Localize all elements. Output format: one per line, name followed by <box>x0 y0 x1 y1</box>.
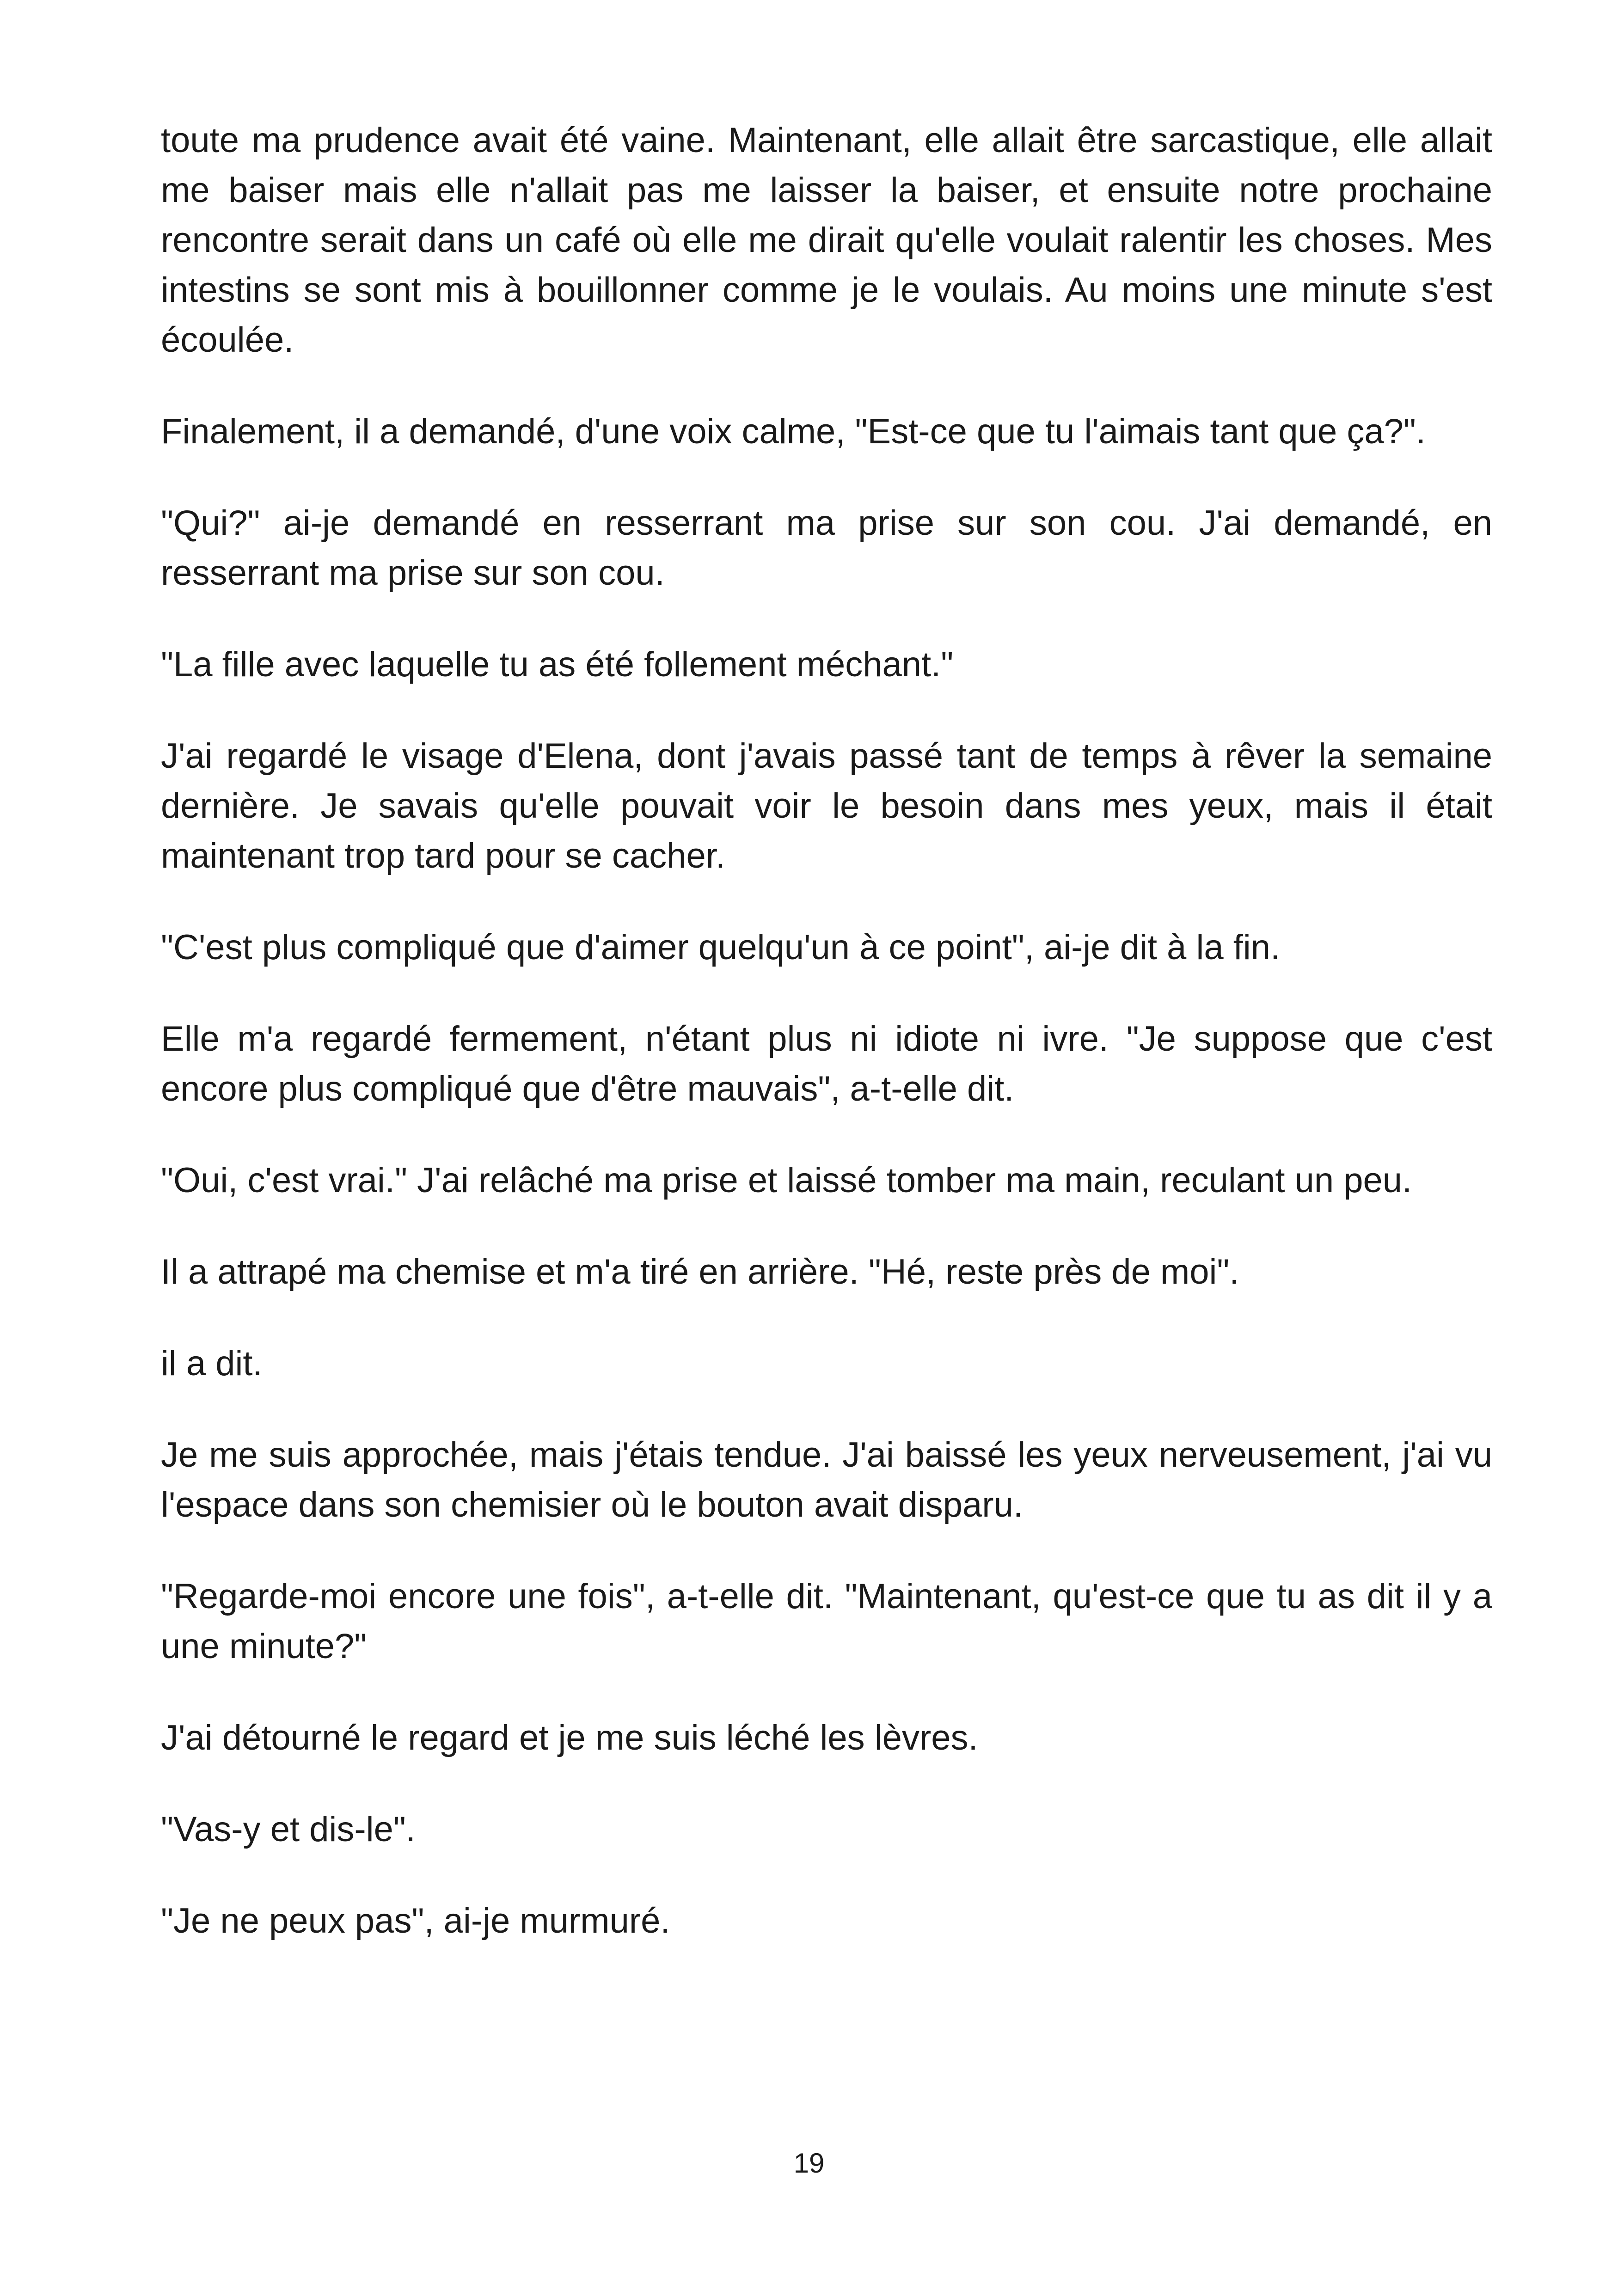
paragraph: J'ai regardé le visage d'Elena, dont j'avais passé tant de temps à rêver la semaine dernière. Je savais qu'elle pouvait voir le besoin dans mes yeux, mais il était maintenant trop tard pour se cacher. <box>161 736 1492 876</box>
paragraph: "La fille avec laquelle tu as été follement méchant." <box>161 645 954 684</box>
paragraph: Elle m'a regardé fermement, n'étant plus ni idiote ni ivre. "Je suppose que c'est encore plus compliqué que d'être mauvais", a-t-elle dit. <box>161 1019 1492 1108</box>
body-text <box>161 116 1492 1988</box>
paragraph: "Regarde-moi encore une fois", a-t-elle dit. "Maintenant, qu'est-ce que tu as dit il y a une minute?" <box>161 1577 1492 1666</box>
page-number: 19 <box>793 2148 825 2179</box>
paragraph: "C'est plus compliqué que d'aimer quelqu'un à ce point", ai-je dit à la fin. <box>161 928 1281 967</box>
paragraph: "Oui, c'est vrai." J'ai relâché ma prise et laissé tomber ma main, reculant un peu. <box>161 1161 1412 1200</box>
paragraph: "Je ne peux pas", ai-je murmuré. <box>161 1901 670 1941</box>
paragraph: toute ma prudence avait été vaine. Maintenant, elle allait être sarcastique, elle allait me baiser mais elle n'allait pas me laisser la baiser, et ensuite notre prochaine rencontre serait dans un café où elle me dirait qu'elle voulait ralentir les choses. Mes intestins se sont mis à bouillonner comme je le voulais. Au moins une minute s'est écoulée. <box>161 121 1492 360</box>
paragraph: Finalement, il a demandé, d'une voix calme, "Est-ce que tu l'aimais tant que ça?". <box>161 412 1426 451</box>
paragraph: J'ai détourné le regard et je me suis léché les lèvres. <box>161 1718 978 1757</box>
paragraph: "Vas-y et dis-le". <box>161 1810 416 1849</box>
paragraph: Je me suis approchée, mais j'étais tendue. J'ai baissé les yeux nerveusement, j'ai vu l'espace dans son chemisier où le bouton avait disparu. <box>161 1435 1492 1525</box>
paragraph: il a dit. <box>161 1344 263 1383</box>
paragraph: "Qui?" ai-je demandé en resserrant ma prise sur son cou. J'ai demandé, en resserrant ma prise sur son cou. <box>161 503 1492 593</box>
paragraph: Il a attrapé ma chemise et m'a tiré en arrière. "Hé, reste près de moi". <box>161 1252 1239 1292</box>
